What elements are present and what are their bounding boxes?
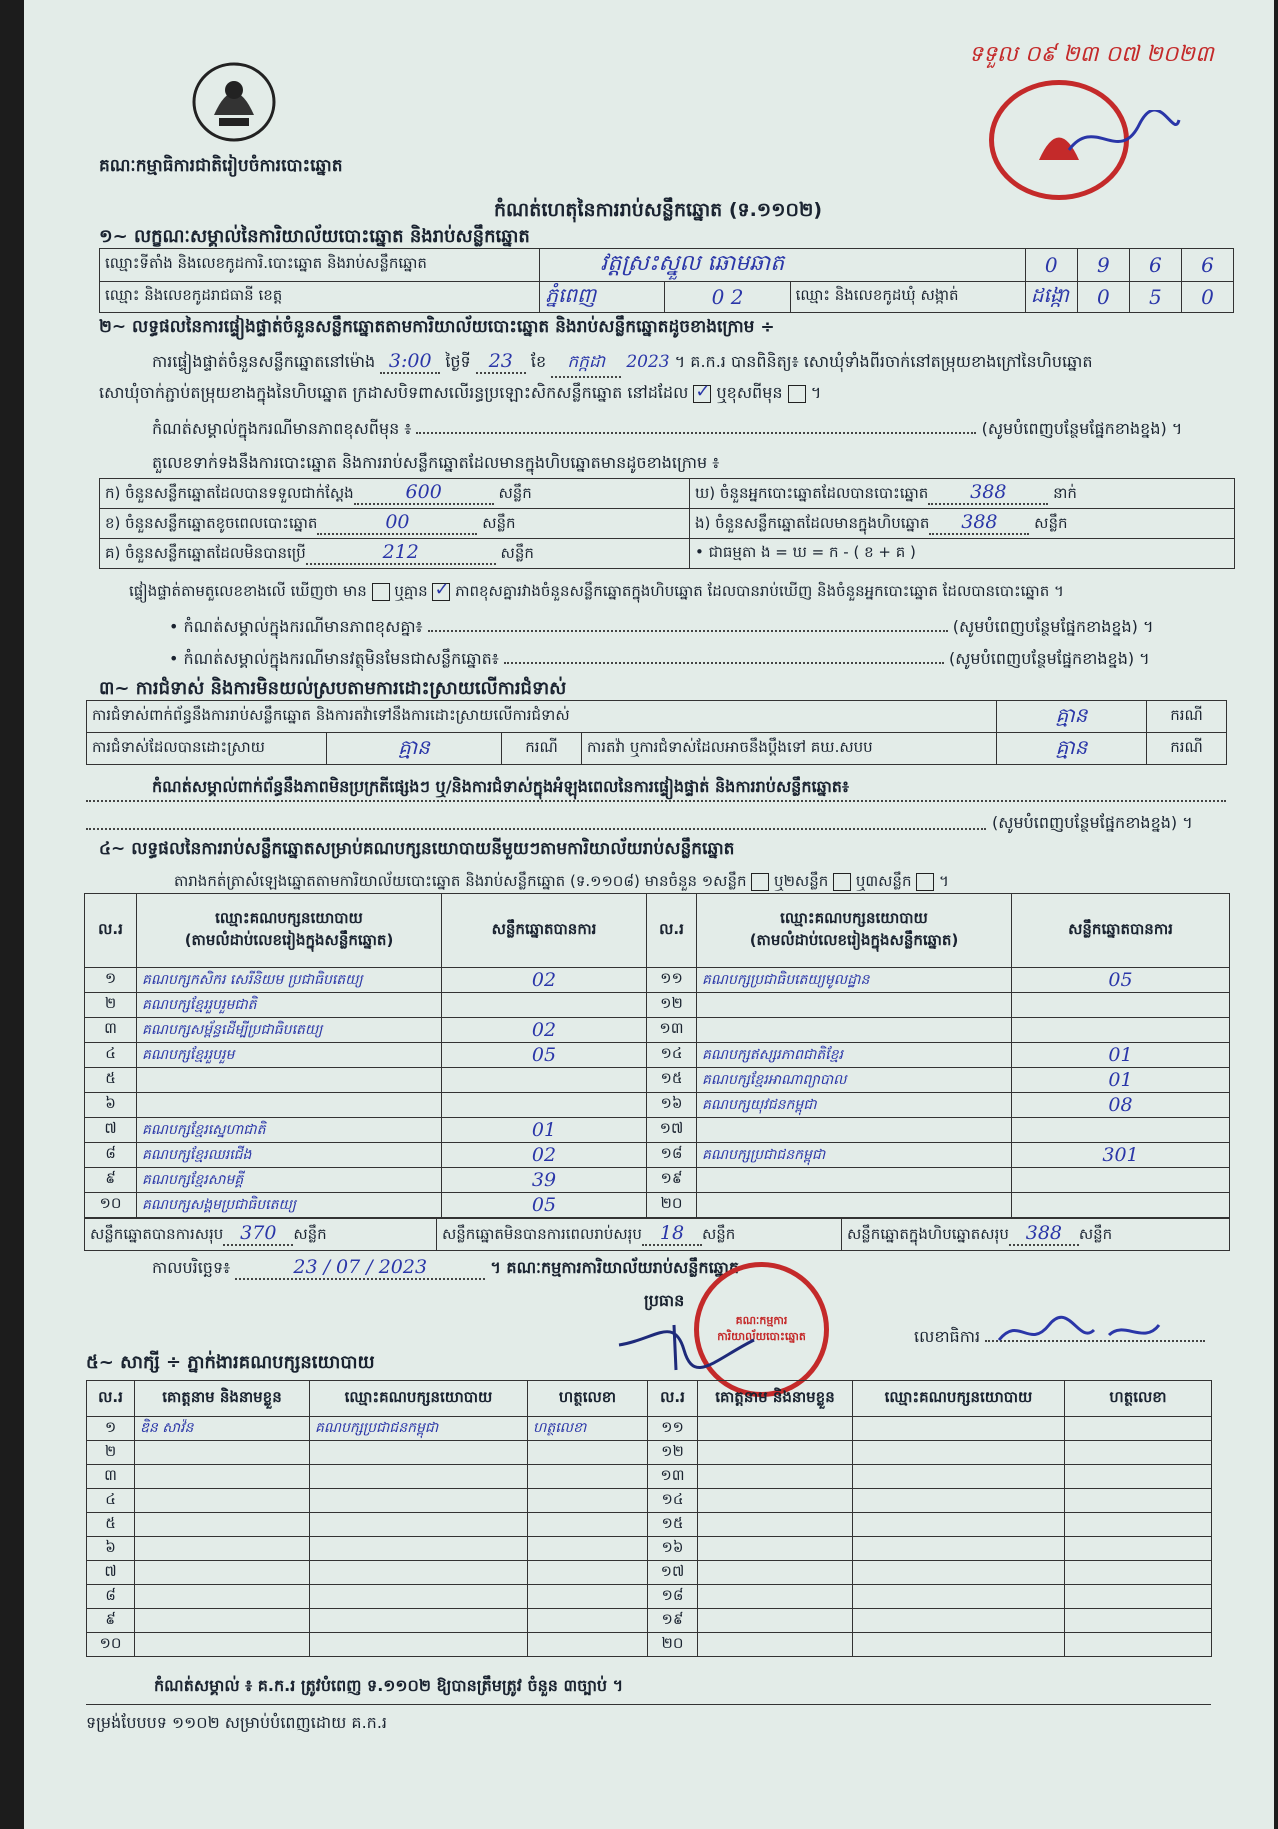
party-name xyxy=(697,1168,1012,1193)
party-name: គណបក្សខ្មែរអាណាព្យាបាល xyxy=(697,1068,1012,1093)
witness-number: ១៨ xyxy=(648,1585,698,1609)
witness-signature xyxy=(1065,1441,1212,1465)
two-sheets-checkbox[interactable] xyxy=(833,873,851,891)
witness-party xyxy=(310,1441,528,1465)
location-value: វត្តស្រះស្នួល ឆោមឆាត xyxy=(540,249,1025,282)
table-row xyxy=(87,1441,1212,1465)
party-votes xyxy=(1012,993,1230,1018)
witness-name xyxy=(135,1561,310,1585)
witness-party xyxy=(310,1609,528,1633)
commune-code-1: 0 xyxy=(1077,282,1129,313)
table-row xyxy=(85,1118,1230,1143)
witness-party xyxy=(853,1441,1065,1465)
party-votes: 01 xyxy=(442,1118,647,1143)
witness-party xyxy=(310,1537,528,1561)
party-name xyxy=(697,1018,1012,1043)
bullet-difference: • កំណត់សម្គាល់ក្នុងករណីមានភាពខុសគ្នា៖ (សូមបំពេញបន្ថែមផ្នែកខាងខ្នង) ។ xyxy=(169,617,1154,636)
party-votes xyxy=(1012,1018,1230,1043)
witness-name xyxy=(698,1585,853,1609)
witness-name xyxy=(698,1441,853,1465)
difference-note: កំណត់សម្គាល់ក្នុងករណីមានភាពខុសពីមុន ៖ (សូមបំពេញបន្ថែមផ្នែកខាងខ្នង) ។ xyxy=(152,419,1183,438)
witness-signature xyxy=(1065,1489,1212,1513)
witness-number: ៤ xyxy=(87,1489,135,1513)
table-row xyxy=(87,1633,1212,1657)
changed-checkbox[interactable] xyxy=(788,385,806,403)
results-table: ល.រ ឈ្មោះគណបក្សនយោបាយ (តាមលំដាប់លេខរៀងក្នុងសន្លឹកឆ្នោត) សន្លឹកឆ្នោតបានការ ល.រ ឈ្មោះគណបក្សនយោបាយ (តាមលំដាប់លេខរៀងក្នុងសន្លឹកឆ្នោត) សន្លឹកឆ្នោតបានការ ១ គណបក្សកសិករ សេរីនិយម ប្រជាធិបតេយ្យ 02 ១១ គណបក្សប្រជាធិបតេយ្យមូលដ្ឋាន 05 ២ គណបក្សខ្មែររួបរួមជាតិ ១២ ៣ គណបក្សសម្ព័ន្ធដើម្បីប្រជាធិបតេយ្យ 02 ១៣ ៤ គណបក្សខ្មែររួបរួម 05 ១៤ គណបក្សឥស្សរភាពជាតិខ្មែរ 01 ៥ ១៥ គណបក្សខ្មែរអាណាព្យាបាល 01 ៦ ១៦ គណបក្សយុវជនកម្ពុជា 08 ៧ គណបក្សខ្មែរស្នេហាជាតិ 01 ១៧ ៨ គណបក្សខ្មែរឈរជើង 02 ១៨ គណបក្សប្រជាជនកម្ពុជា 301 ៩ គណបក្សខ្មែរសាមគ្គី 39 ១៩ ១០ គណបក្សសង្គមប្រជាធិបតេយ្យ 05 ២០ xyxy=(84,893,1230,1218)
witness-name xyxy=(135,1585,310,1609)
section3-title: ៣~ ការជំទាស់ និងការមិនយល់ស្របតាមការដោះស្រាយលើការជំទាស់ xyxy=(99,678,567,699)
party-name: គណបក្សប្រជាជនកម្ពុជា xyxy=(697,1143,1012,1168)
witness-signature xyxy=(528,1441,648,1465)
witness-number: ១០ xyxy=(87,1633,135,1657)
party-number: ៨ xyxy=(85,1143,137,1168)
witness-number: ១២ xyxy=(648,1441,698,1465)
witness-party xyxy=(310,1561,528,1585)
party-name xyxy=(697,1118,1012,1143)
party-votes: 01 xyxy=(1012,1043,1230,1068)
table-row xyxy=(85,993,1230,1018)
party-number: ២ xyxy=(85,993,137,1018)
witness-party xyxy=(310,1585,528,1609)
no-difference-checkbox[interactable] xyxy=(432,583,450,601)
witness-signature: ហត្ថលេខា xyxy=(528,1417,648,1441)
witness-name xyxy=(698,1609,853,1633)
table-row xyxy=(87,1609,1212,1633)
party-name: គណបក្សខ្មែរឈរជើង xyxy=(137,1143,442,1168)
table-row xyxy=(85,968,1230,993)
table-row xyxy=(87,1489,1212,1513)
table-row xyxy=(85,1093,1230,1118)
tally-sheet-line: តារាងកត់ត្រាសំឡេងឆ្នោតតាមការិយាល័យបោះឆ្នោត និងរាប់សន្លឹកឆ្នោត (ទ.១១០៨) មានចំនួន ១សន្លឹក ឬ២សន្លឹក ឬ៣សន្លឹក ។ xyxy=(174,872,949,890)
witness-signature xyxy=(1065,1537,1212,1561)
verification-line-2: សោឃុំចាក់ភ្ជាប់តម្រុយខាងក្នុងនៃហិបឆ្នោត ក្រដាសបិទពាសលើរន្ធប្រឡោះសិកសន្លឹកឆ្នោត នៅដដែល ✓ ឬខុសពីមុន ។ xyxy=(99,382,821,406)
witness-signature xyxy=(1065,1609,1212,1633)
commune-code-2: 5 xyxy=(1129,282,1181,313)
witness-number: ៨ xyxy=(87,1585,135,1609)
party-number: ២០ xyxy=(647,1193,697,1218)
party-votes xyxy=(442,993,647,1018)
party-name: គណបក្សខ្មែររួបរួមជាតិ xyxy=(137,993,442,1018)
party-number: ៥ xyxy=(85,1068,137,1093)
party-votes: 08 xyxy=(1012,1093,1230,1118)
party-name: គណបក្សសម្ព័ន្ធដើម្បីប្រជាធិបតេយ្យ xyxy=(137,1018,442,1043)
has-difference-checkbox[interactable] xyxy=(372,583,390,601)
party-name: គណបក្សប្រជាធិបតេយ្យមូលដ្ឋាន xyxy=(697,968,1012,993)
witness-signature xyxy=(528,1633,648,1657)
province-label: ឈ្មោះ និងលេខកូដរាជធានី ខេត្ត xyxy=(100,282,540,313)
total-invalid-label: សន្លឹកឆ្នោតមិនបានការពេលរាប់សរុប xyxy=(442,1225,642,1243)
witness-signature xyxy=(528,1609,648,1633)
witness-number: ៦ xyxy=(87,1537,135,1561)
party-votes: 05 xyxy=(442,1043,647,1068)
witness-number: ១១ xyxy=(648,1417,698,1441)
witness-party xyxy=(310,1633,528,1657)
section2-title: ២~ លទ្ធផលនៃការផ្ទៀងផ្ទាត់ចំនួនសន្លឹកឆ្នោតតាមការិយាល័យបោះឆ្នោត និងរាប់សន្លឹកឆ្នោតដូចខាងក្រោម ÷ xyxy=(99,317,775,337)
emblem-icon xyxy=(189,60,279,145)
totals-table: សន្លឹកឆ្នោតបានការសរុប 370 សន្លឹក សន្លឹកឆ្នោតមិនបានការពេលរាប់សរុប 18 សន្លឹក សន្លឹកឆ្នោតក្នុងហិបឆ្នោតសរុប 388 សន្លឹក xyxy=(84,1218,1230,1251)
party-name xyxy=(697,993,1012,1018)
witness-name xyxy=(698,1489,853,1513)
witness-name xyxy=(135,1633,310,1657)
witness-party xyxy=(853,1417,1065,1441)
party-votes xyxy=(442,1093,647,1118)
total-invalid-value: 18 xyxy=(642,1222,702,1246)
witness-number: ១៩ xyxy=(648,1609,698,1633)
formula: • ជាធម្មតា ង = ឃ = ក - ( ខ + គ ) xyxy=(690,539,1235,569)
witness-signature xyxy=(528,1465,648,1489)
party-name: គណបក្សកសិករ សេរីនិយម ប្រជាធិបតេយ្យ xyxy=(137,968,442,993)
party-name: គណបក្សខ្មែររួបរួម xyxy=(137,1043,442,1068)
party-votes: 39 xyxy=(442,1168,647,1193)
witness-signature xyxy=(528,1537,648,1561)
witness-name: ឌិន សាវ៉ន xyxy=(135,1417,310,1441)
table-row xyxy=(85,1043,1230,1068)
witness-name xyxy=(698,1537,853,1561)
official-seal-bottom: គណៈកម្មការការិយាល័យបោះឆ្នោត xyxy=(694,1262,829,1397)
compare-line: ផ្ទៀងផ្ទាត់តាមតួលេខខាងលើ ឃើញថា មាន ឬគ្មាន ✓ ភាពខុសគ្នារវាងចំនួនសន្លឹកឆ្នោតក្នុងហិបឆ្នោត ដែលបានរាប់ឃើញ និងចំនួនអ្នកបោះឆ្នោត ដែលបានបោះឆ្នោត ។ xyxy=(129,582,1064,604)
location-code-3: 6 xyxy=(1129,249,1181,282)
spoiled-value: 00 xyxy=(317,511,477,535)
party-number: ១២ xyxy=(647,993,697,1018)
witness-number: ៥ xyxy=(87,1513,135,1537)
section1-table xyxy=(99,248,1234,313)
appeal-label: ការតវ៉ា ឬការជំទាស់ដែលអាចនឹងប្តឹងទៅ គឃ.សបប xyxy=(582,733,997,765)
figures-table: ក) ចំនួនសន្លឹកឆ្នោតដែលបានទទួលជាក់ស្តែង 600 សន្លឹក ឃ) ចំនួនអ្នកបោះឆ្នោតដែលបានបោះឆ្នោត 388 នាក់ ខ) ចំនួនសន្លឹកឆ្នោតខូចពេលបោះឆ្នោត 00 សន្លឹក ង) ចំនួនសន្លឹកឆ្នោតដែលមានក្នុងហិបឆ្នោត 388 សន្លឹក គ) ចំនួនសន្លឹកឆ្នោតដែលមិនបានប្រើ 212 សន្លឹក • ជាធម្មតា ង = ឃ = ក - ( ខ + គ ) xyxy=(99,478,1235,569)
party-number: ៤ xyxy=(85,1043,137,1068)
table-row xyxy=(85,1193,1230,1218)
location-label: ឈ្មោះទីតាំង និងលេខកូដការិ.បោះឆ្នោត និងរាប់សន្លឹកឆ្នោត xyxy=(100,249,540,282)
resolved-value: គ្មាន xyxy=(327,733,502,765)
party-number: ៩ xyxy=(85,1168,137,1193)
total-valid-label: សន្លឹកឆ្នោតបានការសរុប xyxy=(90,1225,224,1243)
table-row xyxy=(87,1513,1212,1537)
witness-number: ១៦ xyxy=(648,1537,698,1561)
section1-title: ១~ លក្ខណៈសម្គាល់នៃការិយាល័យបោះឆ្នោត និងរាប់សន្លឹកឆ្នោត xyxy=(99,226,530,247)
received-note: ទទួល ០៩ ២៣ ០៧ ២០២៣ xyxy=(969,42,1214,67)
table-row xyxy=(87,1465,1212,1489)
party-votes: 02 xyxy=(442,968,647,993)
section5-title: ៥~ សាក្សី ÷ ភ្នាក់ងារគណបក្សនយោបាយ xyxy=(86,1352,375,1373)
witness-party xyxy=(853,1537,1065,1561)
party-number: ១៩ xyxy=(647,1168,697,1193)
received-label: ក) ចំនួនសន្លឹកឆ្នោតដែលបានទទួលជាក់ស្តែង xyxy=(105,484,354,502)
party-name: គណបក្សឥស្សរភាពជាតិខ្មែរ xyxy=(697,1043,1012,1068)
witness-name xyxy=(135,1489,310,1513)
witness-party xyxy=(853,1633,1065,1657)
witness-party xyxy=(853,1489,1065,1513)
witness-party xyxy=(310,1465,528,1489)
chair-label: ប្រធាន xyxy=(644,1291,685,1310)
witness-number: ២ xyxy=(87,1441,135,1465)
bullet-foreign-objects: • កំណត់សម្គាល់ក្នុងករណីមានវត្ថុមិនមែនជាសន្លឹកឆ្នោត៖ (សូមបំពេញបន្ថែមផ្នែកខាងខ្នង) ។ xyxy=(169,649,1150,668)
witness-signature xyxy=(528,1561,648,1585)
witness-party xyxy=(853,1561,1065,1585)
witness-number: ១៧ xyxy=(648,1561,698,1585)
received-value: 600 xyxy=(354,481,494,505)
location-code-4: 6 xyxy=(1181,249,1233,282)
party-votes xyxy=(1012,1118,1230,1143)
witness-name xyxy=(698,1417,853,1441)
party-name xyxy=(697,1193,1012,1218)
committee-name: គណៈកម្មាធិការជាតិរៀបចំការបោះឆ្នោត xyxy=(99,156,343,176)
province-code: 0 2 xyxy=(665,282,790,313)
witness-party xyxy=(853,1465,1065,1489)
witness-name xyxy=(698,1513,853,1537)
secretary-label: លេខាធិការ xyxy=(914,1326,1205,1350)
commune-label: ឈ្មោះ និងលេខកូដឃុំ សង្កាត់ xyxy=(790,282,1025,313)
witness-number: ៩ xyxy=(87,1609,135,1633)
objection-complaints-label: ការជំទាស់ពាក់ព័ន្ធនឹងការរាប់សន្លឹកឆ្នោត និងការតវ៉ាទៅនឹងការដោះស្រាយលើការជំទាស់ xyxy=(87,701,997,733)
voters-label: ឃ) ចំនួនអ្នកបោះឆ្នោតដែលបានបោះឆ្នោត xyxy=(695,484,929,502)
party-votes xyxy=(442,1068,647,1093)
party-number: ៣ xyxy=(85,1018,137,1043)
party-number: ១៣ xyxy=(647,1018,697,1043)
date-line: កាលបរិច្ឆេទ៖ 23 / 07 / 2023 ។ គណៈកម្មការការិយាល័យរាប់សន្លឹកឆ្នោត xyxy=(152,1256,740,1278)
witness-signature xyxy=(528,1513,648,1537)
witness-party xyxy=(853,1609,1065,1633)
table-row xyxy=(85,1018,1230,1043)
total-box-label: សន្លឹកឆ្នោតក្នុងហិបឆ្នោតសរុប xyxy=(847,1225,1009,1243)
table-row xyxy=(87,1417,1212,1441)
witness-signature xyxy=(528,1489,648,1513)
witness-party xyxy=(853,1513,1065,1537)
party-number: ១៤ xyxy=(647,1043,697,1068)
witness-name xyxy=(698,1465,853,1489)
party-votes: 05 xyxy=(442,1193,647,1218)
party-votes: 01 xyxy=(1012,1068,1230,1093)
witness-number: ១៤ xyxy=(648,1489,698,1513)
party-number: ១ xyxy=(85,968,137,993)
witness-party xyxy=(310,1489,528,1513)
witness-name xyxy=(135,1609,310,1633)
table-row xyxy=(87,1561,1212,1585)
party-number: ៧ xyxy=(85,1118,137,1143)
party-number: ១៦ xyxy=(647,1093,697,1118)
witness-signature xyxy=(1065,1633,1212,1657)
witness-number: ១ xyxy=(87,1417,135,1441)
footnote: កំណត់សម្គាល់ ៖ គ.ក.រ ត្រូវបំពេញ ទ.១១០២ ឱ្យបានត្រឹមត្រូវ ចំនួន ៣ច្បាប់ ។ xyxy=(154,1676,624,1695)
commune-value: ដង្កោ xyxy=(1025,282,1077,313)
party-number: ១៥ xyxy=(647,1068,697,1093)
party-name: គណបក្សខ្មែរស្នេហាជាតិ xyxy=(137,1118,442,1143)
table-row xyxy=(85,1143,1230,1168)
location-code-2: 9 xyxy=(1077,249,1129,282)
objections-table: ការជំទាស់ពាក់ព័ន្ធនឹងការរាប់សន្លឹកឆ្នោត និងការតវ៉ាទៅនឹងការដោះស្រាយលើការជំទាស់ គ្មាន ករណី ការជំទាស់ដែលបានដោះស្រាយ គ្មាន ករណី ការតវ៉ា ឬការជំទាស់ដែលអាចនឹងប្តឹងទៅ គឃ.សបប គ្មាន ករណី xyxy=(86,700,1227,765)
table-row xyxy=(85,1068,1230,1093)
witness-number: ៧ xyxy=(87,1561,135,1585)
party-number: ១៨ xyxy=(647,1143,697,1168)
irregularities-note: កំណត់សម្គាល់ពាក់ព័ន្ធនឹងភាពមិនប្រក្រតីផ្សេងៗ ឬ/និងការជំទាស់ក្នុងអំឡុងពេលនៃការផ្ទៀងផ្ទាត់ និងការរាប់សន្លឹកឆ្នោត៖ xyxy=(152,777,849,796)
witness-signature xyxy=(1065,1561,1212,1585)
verification-line-1: ការផ្ទៀងផ្ទាត់ចំនួនសន្លឹកឆ្នោតនៅម៉ោង 3:00 ថ្ងៃទី 23 ខែ កក្កដា 2023 ។ គ.ក.រ បានពិនិត្យ៖ សោឃុំទាំងពីរចាក់នៅតម្រុយខាងក្រៅនៃហិបឆ្នោត xyxy=(152,350,1093,378)
party-number: ១៧ xyxy=(647,1118,697,1143)
figures-intro: តួលេខទាក់ទងនឹងការបោះឆ្នោត និងការរាប់សន្លឹកឆ្នោតដែលមានក្នុងហិបឆ្នោតមានដូចខាងក្រោម ៖ xyxy=(152,453,720,472)
verification-time: 3:00 xyxy=(380,350,440,374)
unused-value: 212 xyxy=(306,541,496,565)
verification-day: 23 xyxy=(476,350,526,374)
resolved-label: ការជំទាស់ដែលបានដោះស្រាយ xyxy=(87,733,327,765)
witness-number: ២០ xyxy=(648,1633,698,1657)
objection-complaints-value: គ្មាន xyxy=(997,701,1147,733)
form-title: កំណត់ហេតុនៃការរាប់សន្លឹកឆ្នោត (ទ.១១០២) xyxy=(494,199,823,221)
unused-label: គ) ចំនួនសន្លឹកឆ្នោតដែលមិនបានប្រើ xyxy=(105,544,306,562)
spoiled-label: ខ) ចំនួនសន្លឹកឆ្នោតខូចពេលបោះឆ្នោត xyxy=(105,514,318,532)
witness-party xyxy=(853,1585,1065,1609)
witness-name xyxy=(135,1537,310,1561)
table-row xyxy=(87,1585,1212,1609)
document-page: គណៈកម្មាធិការជាតិរៀបចំការបោះឆ្នោត ទទួល ០៩ ២៣ ០៧ ២០២៣ កំណត់ហេតុនៃការរាប់សន្លឹកឆ្នោត (ទ.១១០២) ១~ លក្ខណៈសម្គាល់នៃការិយាល័យបោះឆ្នោត និងរាប់សន្លឹកឆ្នោត ឈ្មោះទីតាំង និងលេខកូដការិ.បោះឆ្នោត និងរាប់សន្លឹកឆ្នោត វត្តស្រះស្នួល ឆោមឆាត 0 9 6 6 ឈ្មោះ និងលេខកូដរាជធានី ខេត្ត ភ្នំពេញ 0 2 ឈ្មោះ និងលេខកូដឃុំ សង្កាត់ ដង្កោ 0 5 0 ២~ លទ្ធផលនៃការផ្ទៀងផ្ទាត់ចំនួនសន្លឹកឆ្នោតតាមការិយាល័យបោះឆ្នោត និងរាប់សន្លឹកឆ្នោតដូចខាងក្រោម ÷ ការផ្ទៀងផ្ទាត់ចំនួនសន្លឹកឆ្នោតនៅម៉ោង 3:00 ថ្ងៃទី 23 ខែ កក្កដា 2023 ។ គ.ក.រ បានពិនិត្យ៖ សោឃុំទាំងពីរចាក់នៅតម្រុយខាងក្រៅនៃហិបឆ្នោត សោឃុំចាក់ភ្ជាប់តម្រុយខាងក្នុងនៃហិបឆ្នោត ក្រដាសបិទពាសលើរន្ធប្រឡោះសិកសន្លឹកឆ្នោត នៅដដែល ✓ ឬខុសពីមុន ។ កំណត់សម្គាល់ក្នុងករណីមានភាពខុសពីមុន ៖ (សូមបំពេញបន្ថែមផ្នែកខាងខ្នង) ។ តួលេខទាក់ទងនឹងការបោះឆ្នោត និងការរាប់សន្លឹកឆ្នោតដែលមានក្នុងហិបឆ្នោតមានដូចខាងក្រោម ៖ ក) ចំនួនសន្លឹកឆ្នោតដែលបានទទួលជាក់ស្តែង 600 សន្លឹក ឃ) ចំនួនអ្នកបោះឆ្នោតដែលបានបោះឆ្នោត 388 នាក់ ខ) ចំនួនសន្លឹកឆ្នោតខូចពេលបោះឆ្នោត 00 សន្លឹក ង) ចំនួនសន្លឹកឆ្នោតដែលមានក្នុងហិបឆ្នោត 388 សន្លឹក គ) ចំនួនសន្លឹកឆ្នោតដែលមិនបានប្រើ 212 សន្លឹក • ជាធម្មតា ង = ឃ = ក - ( ខ + គ ) ផ្ទៀងផ្ទាត់តាមតួលេខខាងលើ ឃើញថា មាន ឬគ្មាន ✓ ភាពខុសគ្នារវាងចំនួនសន្លឹកឆ្នោតក្នុងហិបឆ្នោត ដែលបានរាប់ឃើញ និងចំនួនអ្នកបោះឆ្នោត ដែលបានបោះឆ្នោត ។ • កំណត់សម្គាល់ក្នុងករណីមានភាពខុសគ្នា៖ (សូមបំពេញបន្ថែមផ្នែកខាងខ្នង) ។ • កំណត់សម្គាល់ក្នុងករណីមានវត្ថុមិនមែនជាសន្លឹកឆ្នោត៖ (សូមបំពេញបន្ថែមផ្នែកខាងខ្នង) ។ ៣~ ការជំទាស់ និងការមិនយល់ស្របតាមការដោះស្រាយលើការជំទាស់ ការជំទាស់ពាក់ព័ន្ធនឹងការរាប់សន្លឹកឆ្នោត និងការតវ៉ាទៅនឹងការដោះស្រាយលើការជំទាស់ គ្មាន ករណី ការជំទាស់ដែលបានដោះស្រាយ គ្មាន ករណី ការតវ៉ា ឬការជំទាស់ដែលអាចនឹងប្តឹងទៅ គឃ.សបប គ្មាន ករណី កំណត់សម្គាល់ពាក់ព័ន្ធនឹងភាពមិនប្រក្រតីផ្សេងៗ ឬ/និងការជំទាស់ក្នុងអំឡុងពេលនៃការផ្ទៀងផ្ទាត់ និងការរាប់សន្លឹកឆ្នោត៖ (សូមបំពេញបន្ថែមផ្នែកខាងខ្នង) ។ ៤~ លទ្ធផលនៃការរាប់សន្លឹកឆ្នោតសម្រាប់គណបក្សនយោបាយនីមួយៗតាមការិយាល័យរាប់សន្លឹកឆ្នោត តារាងកត់ត្រាសំឡេងឆ្នោតតាមការិយាល័យបោះឆ្នោត និងរាប់សន្លឹកឆ្នោត (ទ.១១០៨) មានចំនួន ១សន្លឹក ឬ២សន្លឹក ឬ៣សន្លឹក ។ ល.រ ឈ្មោះគណបក្សនយោបាយ (តាមលំដាប់លេខរៀងក្នុងសន្លឹកឆ្នោត) សន្លឹកឆ្នោតបានការ ល.រ ឈ្មោះគណបក្សនយោបាយ (តាមលំដាប់លេខរៀងក្នុងសន្លឹកឆ្នោត) សន្លឹកឆ្នោតបានការ ១ គណបក្សកសិករ សេរីនិយម ប្រជាធិបតេយ្យ 02 ១១ គណបក្សប្រជាធិបតេយ្យមូលដ្ឋាន 05 ២ គណបក្សខ្មែររួបរួមជាតិ ១២ ៣ គណបក្សសម្ព័ន្ធដើម្បីប្រជាធិបតេយ្យ 02 ១៣ ៤ គណបក្សខ្មែររួបរួម 05 ១៤ គណបក្សឥស្សរភាពជាតិខ្មែរ 01 ៥ ១៥ គណបក្សខ្មែរអាណាព្យាបាល 01 ៦ ១៦ គណបក្សយុវជនកម្ពុជា 08 ៧ គណបក្សខ្មែរស្នេហាជាតិ 01 ១៧ ៨ គណបក្សខ្មែរឈរជើង 02 ១៨ គណបក្សប្រជាជនកម្ពុជា 301 ៩ គណបក្សខ្មែរសាមគ្គី 39 ១៩ ១០ គណបក្សសង្គមប្រជាធិបតេយ្យ 05 ២០ សន្លឹកឆ្នោតបានការសរុប 370 សន្លឹក សន្លឹកឆ្នោតមិនបានការពេលរាប់សរុប 18 សន្លឹក សន្លឹកឆ្នោតក្នុងហិបឆ្នោតសរុប 388 សន្លឹក កាលបរិច្ឆេទ៖ 23 / 07 / 2023 ។ គណៈកម្មការការិយាល័យរាប់សន្លឹកឆ្នោត គណៈកម្មការការិយាល័យបោះឆ្នោត ប្រធាន លេខាធិការ ៥~ សាក្សី ÷ ភ្នាក់ងារគណបក្សនយោបាយ ល.រ គោត្តនាម និងនាមខ្លួន ឈ្មោះគណបក្សនយោបាយ ហត្ថលេខា ល.រ គោត្តនាម និងនាមខ្លួន ឈ្មោះគណបក្សនយោបាយ ហត្ថលេខា ១ ឌិន សាវ៉ន គណបក្សប្រជាជនកម្ពុជា ហត្ថលេខា ១១ ២ ១២ ៣ ១៣ ៤ ១៤ ៥ ១៥ ៦ ១៦ ៧ ១៧ ៨ ១៨ ៩ ១៩ ១០ ២០ កំណត់សម្គាល់ ៖ គ.ក.រ ត្រូវបំពេញ ទ.១១០២ ឱ្យបានត្រឹមត្រូវ ចំនួន ៣ច្បាប់ ។ ទម្រង់បែបបទ ១១០២ សម្រាប់បំពេញដោយ គ.ក.រ xyxy=(24,0,1274,1829)
table-row xyxy=(87,1537,1212,1561)
commune-code-3: 0 xyxy=(1181,282,1233,313)
date-value: 23 / 07 / 2023 xyxy=(235,1256,485,1280)
party-name: គណបក្សខ្មែរសាមគ្គី xyxy=(137,1168,442,1193)
ballots-in-box-value: 388 xyxy=(929,511,1029,535)
party-votes: 05 xyxy=(1012,968,1230,993)
witness-name xyxy=(698,1633,853,1657)
party-name: គណបក្សយុវជនកម្ពុជា xyxy=(697,1093,1012,1118)
party-name: គណបក្សសង្គមប្រជាធិបតេយ្យ xyxy=(137,1193,442,1218)
witness-name xyxy=(135,1513,310,1537)
total-box-value: 388 xyxy=(1009,1222,1079,1246)
table-row xyxy=(85,1168,1230,1193)
unchanged-checkbox[interactable] xyxy=(693,385,711,403)
party-votes xyxy=(1012,1168,1230,1193)
witness-name xyxy=(698,1561,853,1585)
party-votes: 02 xyxy=(442,1018,647,1043)
verification-month: កក្កដា xyxy=(551,351,621,378)
witness-signature xyxy=(528,1585,648,1609)
party-number: ១១ xyxy=(647,968,697,993)
party-votes: 02 xyxy=(442,1143,647,1168)
party-votes: 301 xyxy=(1012,1143,1230,1168)
witness-signature xyxy=(1065,1417,1212,1441)
witness-number: ៣ xyxy=(87,1465,135,1489)
witness-party xyxy=(310,1513,528,1537)
form-note: ទម្រង់បែបបទ ១១០២ សម្រាប់បំពេញដោយ គ.ក.រ xyxy=(86,1713,387,1732)
witness-number: ១៣ xyxy=(648,1465,698,1489)
province-value: ភ្នំពេញ xyxy=(540,282,665,313)
three-sheets-checkbox[interactable] xyxy=(916,873,934,891)
witness-name xyxy=(135,1441,310,1465)
chair-signature xyxy=(614,1310,764,1380)
party-number: ១០ xyxy=(85,1193,137,1218)
witness-table: ល.រ គោត្តនាម និងនាមខ្លួន ឈ្មោះគណបក្សនយោបាយ ហត្ថលេខា ល.រ គោត្តនាម និងនាមខ្លួន ឈ្មោះគណបក្សនយោបាយ ហត្ថលេខា ១ ឌិន សាវ៉ន គណបក្សប្រជាជនកម្ពុជា ហត្ថលេខា ១១ ២ ១២ ៣ ១៣ ៤ ១៤ ៥ ១៥ ៦ ១៦ ៧ ១៧ ៨ ១៨ ៩ ១៩ ១០ ២០ xyxy=(86,1380,1212,1657)
party-name xyxy=(137,1093,442,1118)
appeal-value: គ្មាន xyxy=(997,733,1147,765)
total-valid-value: 370 xyxy=(223,1222,293,1246)
signature-top xyxy=(1064,110,1184,170)
one-sheet-checkbox[interactable] xyxy=(751,873,769,891)
witness-signature xyxy=(1065,1585,1212,1609)
witness-signature xyxy=(1065,1513,1212,1537)
secretary-signature xyxy=(994,1310,1164,1355)
party-number: ៦ xyxy=(85,1093,137,1118)
witness-number: ១៥ xyxy=(648,1513,698,1537)
verification-year: 2023 xyxy=(626,352,670,372)
voters-value: 388 xyxy=(928,481,1048,505)
witness-signature xyxy=(1065,1465,1212,1489)
section4-title: ៤~ លទ្ធផលនៃការរាប់សន្លឹកឆ្នោតសម្រាប់គណបក្សនយោបាយនីមួយៗតាមការិយាល័យរាប់សន្លឹកឆ្នោត xyxy=(99,839,735,859)
party-name xyxy=(137,1068,442,1093)
ballots-in-box-label: ង) ចំនួនសន្លឹកឆ្នោតដែលមានក្នុងហិបឆ្នោត xyxy=(695,514,930,532)
party-votes xyxy=(1012,1193,1230,1218)
witness-party: គណបក្សប្រជាជនកម្ពុជា xyxy=(310,1417,528,1441)
witness-name xyxy=(135,1465,310,1489)
location-code-1: 0 xyxy=(1025,249,1077,282)
